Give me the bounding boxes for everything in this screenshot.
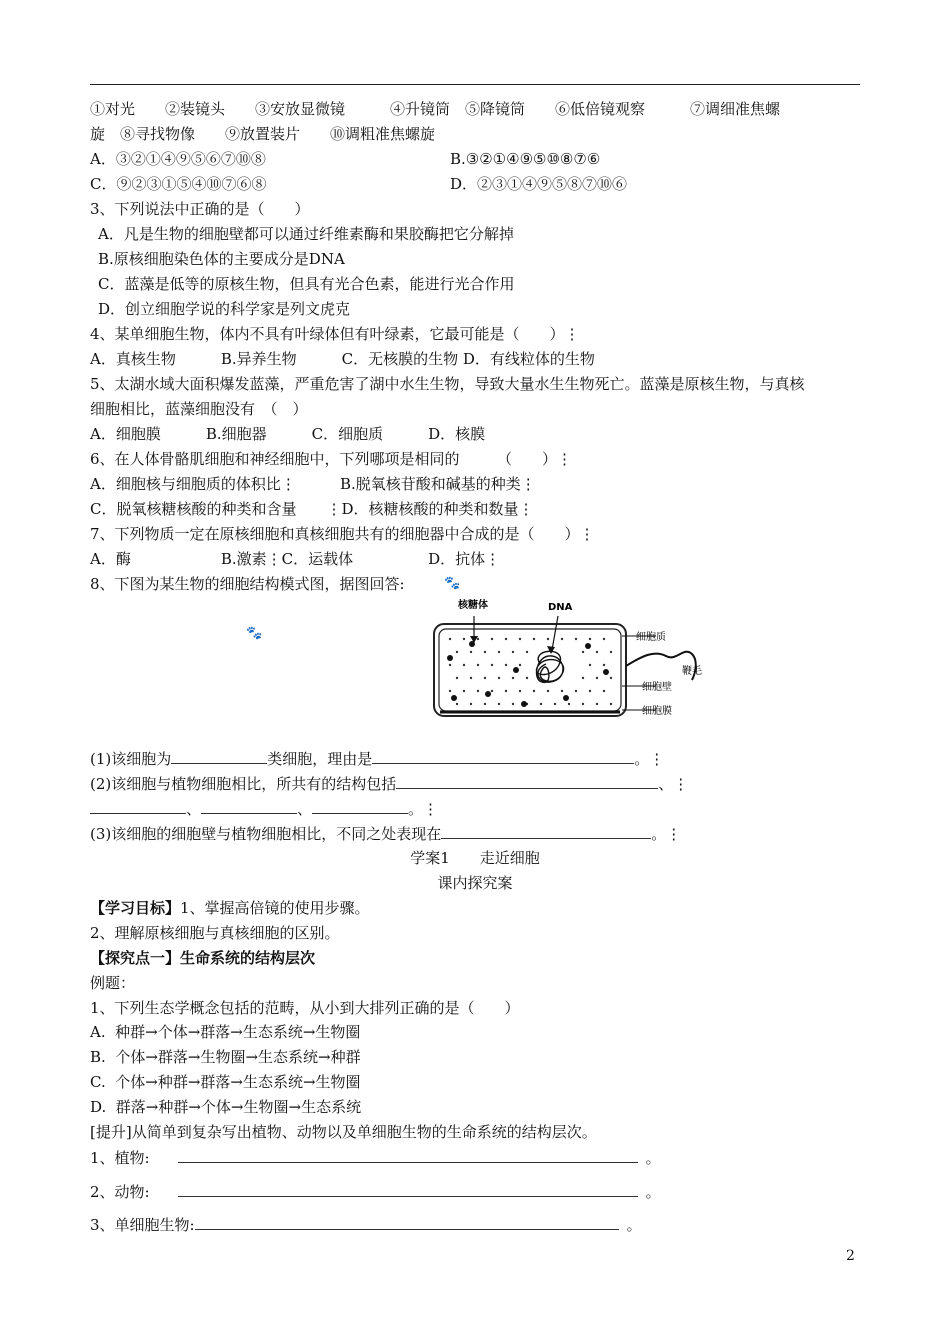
page-number: 2 xyxy=(846,1248,855,1264)
q3-option-d: D．创立细胞学说的科学家是列文虎克 xyxy=(98,300,351,318)
q8-part2b-end: 。⋮ xyxy=(408,800,439,818)
question-6: 6、在人体骨骼肌细胞和神经细胞中，下列哪项是相同的 （ ）⋮ xyxy=(90,450,573,468)
e1-option-b: B. 个体→群落→生物圈→生态系统→种群 xyxy=(90,1048,361,1066)
q2-options-line1: ①对光 ②装镜头 ③安放显微镜 ④升镜筒 ⑤降镜筒 ⑥低倍镜观察 ⑦调细准焦螺 xyxy=(90,100,781,118)
explore-point-heading: 【探究点一】生命系统的结构层次 xyxy=(90,949,316,967)
raise-item-label: 1、植物: xyxy=(90,1149,150,1167)
q2-option-c: C．⑨②③①⑤④⑩⑦⑥⑧ xyxy=(90,175,267,193)
learning-goal-1: 1、掌握高倍镜的使用步骤。 xyxy=(180,899,370,917)
label-ribosome: 核糖体 xyxy=(458,600,488,611)
q8-part1 xyxy=(90,749,664,769)
label-flagellum: 鞭毛 xyxy=(682,666,702,677)
raise-item-plant xyxy=(90,1148,661,1168)
section-subtitle: 课内探究案 xyxy=(437,874,513,892)
q8-part1-end: 。⋮ xyxy=(634,750,665,768)
answer-blank[interactable] xyxy=(396,774,658,789)
period: 。 xyxy=(645,1183,661,1201)
question-5-line2: 细胞相比，蓝藻细胞没有 （ ） xyxy=(90,400,308,418)
q3-option-b: B.原核细胞染色体的主要成分是DNA xyxy=(98,250,345,268)
period: 。 xyxy=(645,1149,661,1167)
question-8: 8、下图为某生物的细胞结构模式图，据图回答: xyxy=(90,575,405,593)
e1-option-a: A. 种群→个体→群落→生态系统→生物圈 xyxy=(90,1023,361,1041)
question-5-line1: 5、太湖水域大面积爆发蓝藻，严重危害了湖中水生生物，导致大量水生生物死亡。蓝藻是原核生物，与真核 xyxy=(90,375,805,393)
example-question-1: 1、下列生态学概念包括的范畴，从小到大排列正确的是（ ） xyxy=(90,999,520,1017)
answer-blank[interactable] xyxy=(201,799,297,814)
q8-part3-text: (3)该细胞的细胞壁与植物细胞相比，不同之处表现在 xyxy=(90,825,442,843)
raise-item-unicellular xyxy=(90,1215,642,1235)
anchor-icon: 🐾 xyxy=(246,626,263,641)
q2-options-line2: 旋 ⑧寻找物像 ⑨放置装片 ⑩调粗准焦螺旋 xyxy=(90,125,436,143)
learning-goal xyxy=(90,898,370,918)
q5-options: A．细胞膜 B.细胞器 C．细胞质 D．核膜 xyxy=(90,425,486,443)
q2-option-b: B.③②①④⑨⑤⑩⑧⑦⑥ xyxy=(450,150,601,168)
answer-blank[interactable] xyxy=(312,799,408,814)
separator: 、 xyxy=(297,800,313,818)
raise-prompt: [提升]从简单到复杂写出植物、动物以及单细胞生物的生命系统的结构层次。 xyxy=(90,1123,597,1141)
q8-part2-text: (2)该细胞与植物细胞相比，所共有的结构包括 xyxy=(90,775,397,793)
q8-part3 xyxy=(90,824,681,844)
q6-option-a: A．细胞核与细胞质的体积比⋮ xyxy=(90,475,296,493)
answer-blank[interactable] xyxy=(178,1148,638,1163)
dna-pointer xyxy=(552,616,558,650)
q8-part1-text-b: 类细胞，理由是 xyxy=(267,750,373,768)
label-dna: DNA xyxy=(548,602,573,613)
q2-option-a: A．③②①④⑨⑤⑥⑦⑩⑧ xyxy=(90,150,266,168)
label-cytoplasm: 细胞质 xyxy=(636,632,666,643)
q6-options-cd: C．脱氧核糖核酸的种类和含量 ⋮D．核糖核酸的种类和数量⋮ xyxy=(90,500,534,518)
answer-blank[interactable] xyxy=(372,749,634,764)
e1-option-c: C. 个体→种群→群落→生态系统→生物圈 xyxy=(90,1073,361,1091)
raise-item-label: 2、动物: xyxy=(90,1183,150,1201)
example-label: 例题： xyxy=(90,974,136,992)
q8-part2 xyxy=(90,774,688,794)
question-4: 4、某单细胞生物，体内不具有叶绿体但有叶绿素，它最可能是（ ）⋮ xyxy=(90,325,580,343)
cell-wall-outline xyxy=(434,624,626,716)
label-cell-membrane: 细胞膜 xyxy=(642,706,672,717)
answer-blank[interactable] xyxy=(178,1182,638,1197)
dna-nucleoid xyxy=(536,651,563,682)
q7-options: A．酶 B.激素⋮C．运载体 D．抗体⋮ xyxy=(90,550,501,568)
q4-options: A．真核生物 B.异养生物 C．无核膜的生物 D．有线粒体的生物 xyxy=(90,350,595,368)
anchor-icon: 🐾 xyxy=(444,576,461,591)
question-3: 3、下列说法中正确的是（ ） xyxy=(90,200,310,218)
q2-option-d: D．②③①④⑨⑤⑧⑦⑩⑥ xyxy=(450,175,628,193)
answer-blank[interactable] xyxy=(195,1215,619,1230)
header-rule xyxy=(90,84,860,85)
separator: 、 xyxy=(186,800,202,818)
e1-option-d: D. 群落→种群→个体→生物圈→生态系统 xyxy=(90,1098,362,1116)
cell-structure-diagram xyxy=(430,594,710,744)
section-title: 学案1 走近细胞 xyxy=(410,849,540,867)
q6-option-b: B.脱氧核苷酸和碱基的种类⋮ xyxy=(340,475,536,493)
q3-option-a: A．凡是生物的细胞壁都可以通过纤维素酶和果胶酶把它分解掉 xyxy=(98,225,514,243)
raise-item-animal xyxy=(90,1182,661,1202)
answer-blank[interactable] xyxy=(171,749,267,764)
raise-item-label: 3、单细胞生物: xyxy=(90,1216,195,1234)
answer-blank[interactable] xyxy=(90,799,186,814)
period: 。 xyxy=(626,1216,642,1234)
q8-part1-text-a: (1)该细胞为 xyxy=(90,750,172,768)
q8-part3-end: 。⋮ xyxy=(651,825,682,843)
answer-blank[interactable] xyxy=(441,824,651,839)
learning-goal-label: 【学习目标】 xyxy=(90,899,181,917)
q3-option-c: C．蓝藻是低等的原核生物，但具有光合色素，能进行光合作用 xyxy=(98,275,515,293)
q8-part2-continued xyxy=(90,799,438,819)
label-cell-wall: 细胞壁 xyxy=(642,682,672,693)
question-7: 7、下列物质一定在原核细胞和真核细胞共有的细胞器中合成的是（ ）⋮ xyxy=(90,525,595,543)
q8-part2-end: 、⋮ xyxy=(658,775,689,793)
learning-goal-2: 2、理解原核细胞与真核细胞的区别。 xyxy=(90,924,340,942)
